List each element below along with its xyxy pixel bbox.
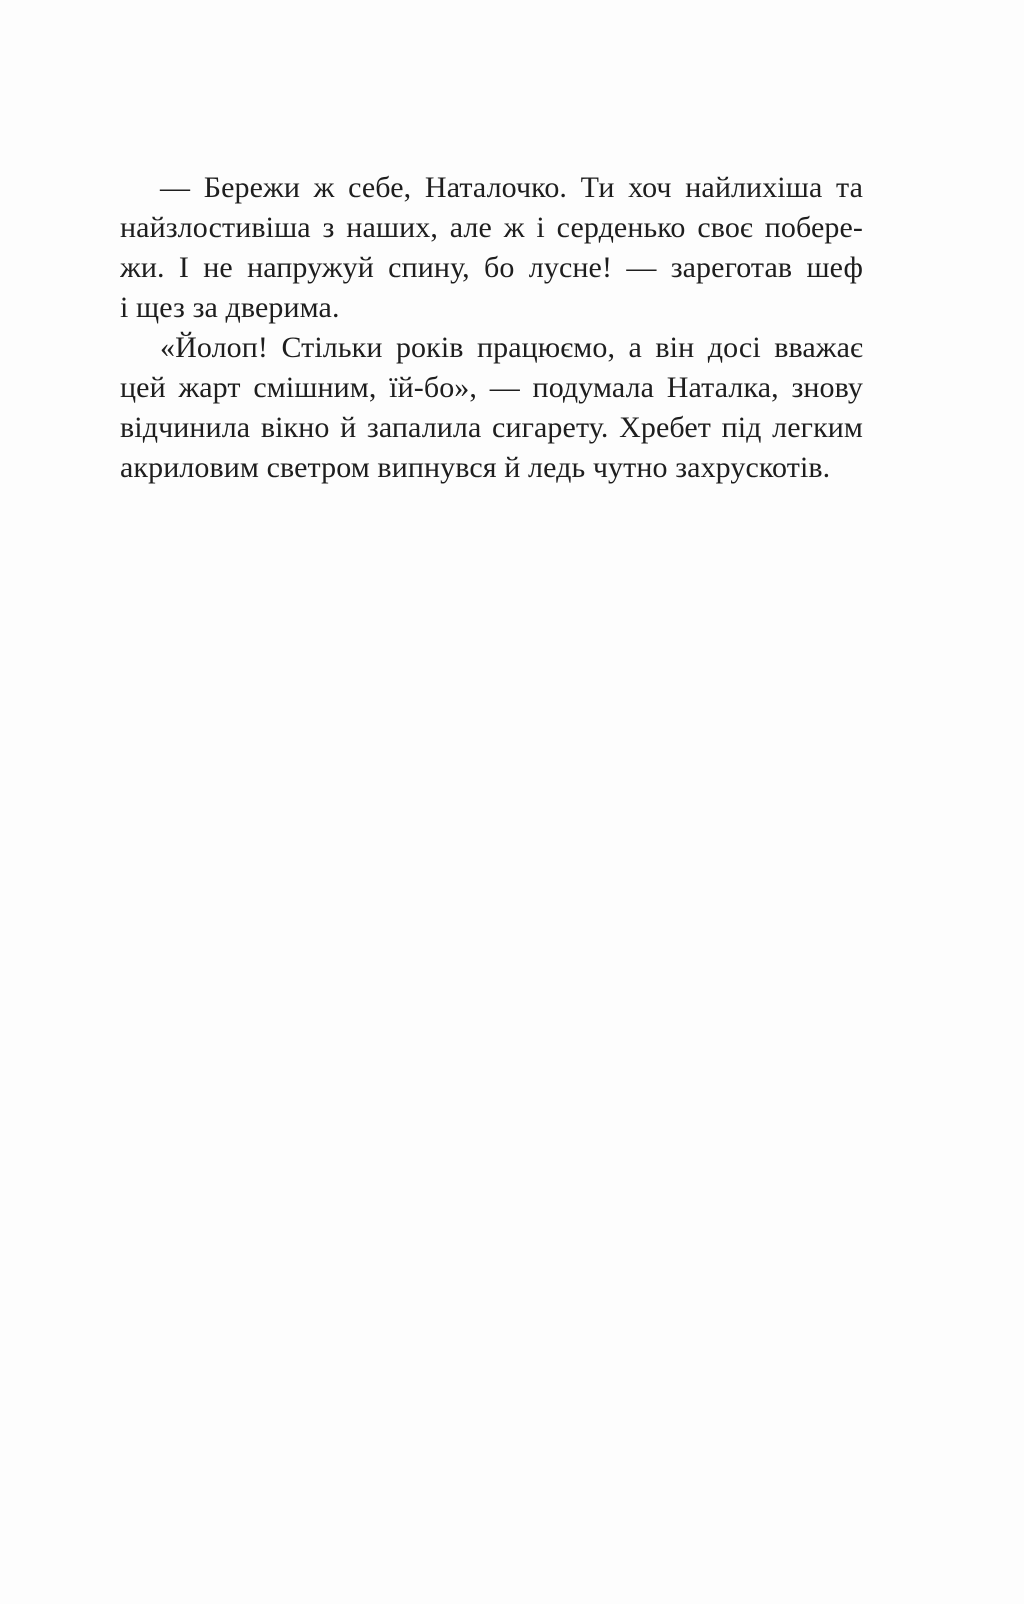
text-line: найзлостивіша з наших, але ж і серденько своє побере- [120,211,863,244]
text-line: акриловим светром випнувся й ледь чутно захрускотів. [120,451,831,484]
paragraph-thought [120,328,863,488]
text-line: жи. І не напружуй спину, бо лусне! — зареготав шеф [120,251,863,284]
text-line: «Йолоп! Стільки років працюємо, а він досі вважає [160,331,863,364]
text-block [120,168,863,488]
text-line: цей жарт смішним, їй-бо», — подумала Наталка, знову [120,371,863,404]
paragraph-dialogue [120,168,863,328]
text-line: — Бережи ж себе, Наталочко. Ти хоч найлихіша та [160,171,863,204]
text-line: відчинила вікно й запалила сигарету. Хребет під легким [120,411,863,444]
text-line: і щез за дверима. [120,291,340,324]
